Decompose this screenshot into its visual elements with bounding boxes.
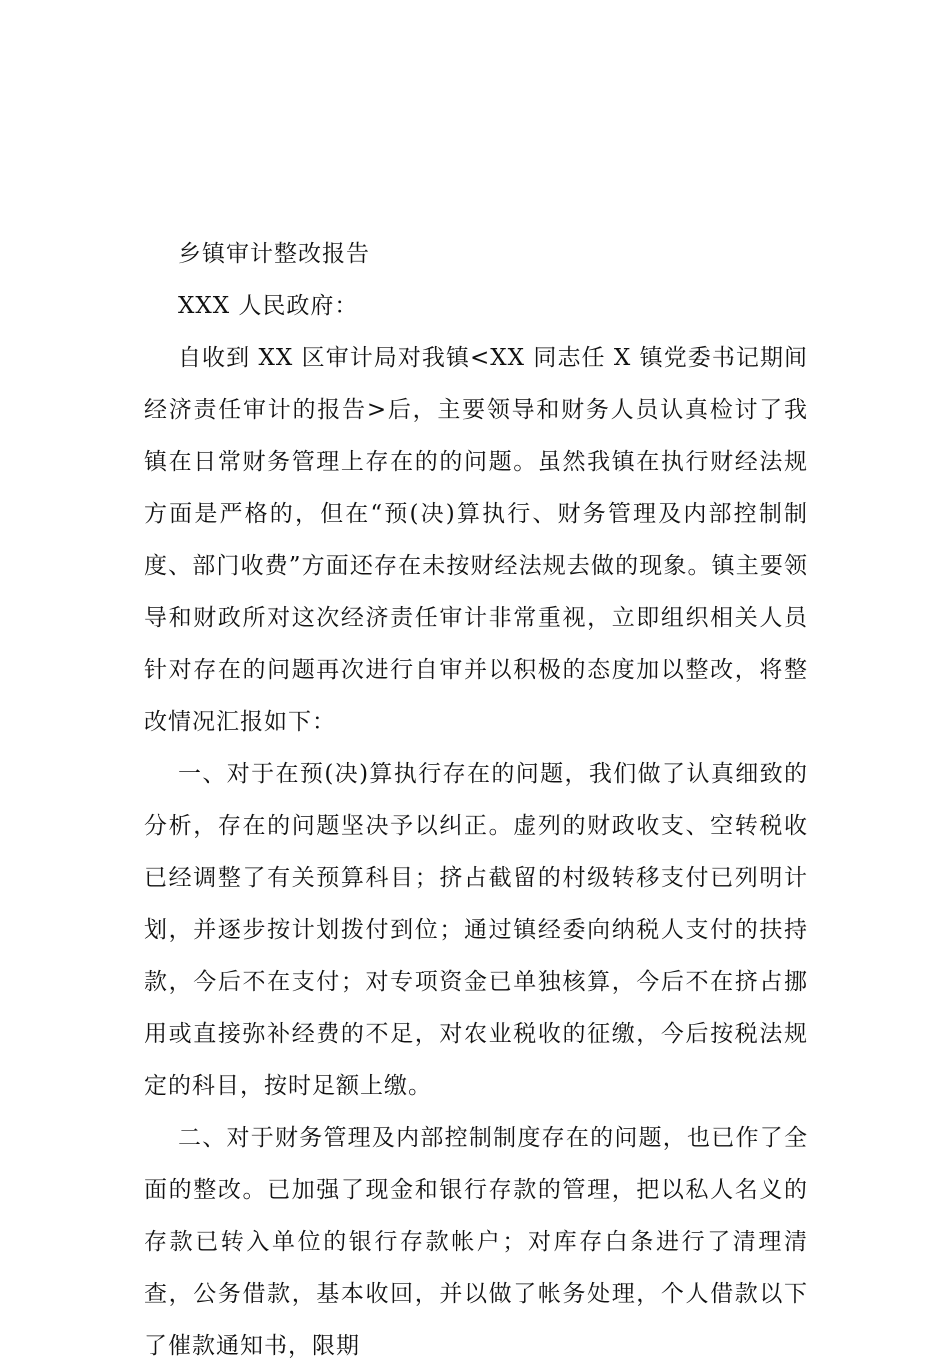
salutation: XXX 人民政府： [178, 293, 359, 319]
paragraph-financial-management: 二、对于财务管理及内部控制制度存在的问题，也已作了全面的整改。已加强了现金和银行存款的管理，把以私人名义的存款已转入单位的银行存款帐户；对库存白条进行了清理清查，公务借款，基本收回，并以做了帐务处理，个人借款以下了催款通知书，限期 [144, 1125, 808, 1359]
document-body [144, 228, 808, 1372]
paragraph-budget-execution: 一、对于在预(决)算执行存在的问题，我们做了认真细致的分析，存在的问题坚决予以纠正。虚列的财政收支、空转税收已经调整了有关预算科目；挤占截留的村级转移支付已列明计划，并逐步按计划拨付到位；通过镇经委向纳税人支付的扶持款，今后不在支付；对专项资金已单独核算，今后不在挤占挪用或直接弥补经费的不足，对农业税收的征缴，今后按税法规定的科目，按时足额上缴。 [144, 761, 808, 1099]
document-title: 乡镇审计整改报告 [178, 241, 370, 267]
paragraph-intro: 自收到 XX 区审计局对我镇<XX 同志任 X 镇党委书记期间经济责任审计的报告>后，主要领导和财务人员认真检讨了我镇在日常财务管理上存在的的问题。虽然我镇在执行财经法规方面是严格的，但在“预(决)算执行、财务管理及内部控制制度、部门收费”方面还存在未按财经法规去做的现象。镇主要领导和财政所对这次经济责任审计非常重视，立即组织相关人员针对存在的问题再次进行自审并以积极的态度加以整改，将整改情况汇报如下： [144, 345, 808, 735]
